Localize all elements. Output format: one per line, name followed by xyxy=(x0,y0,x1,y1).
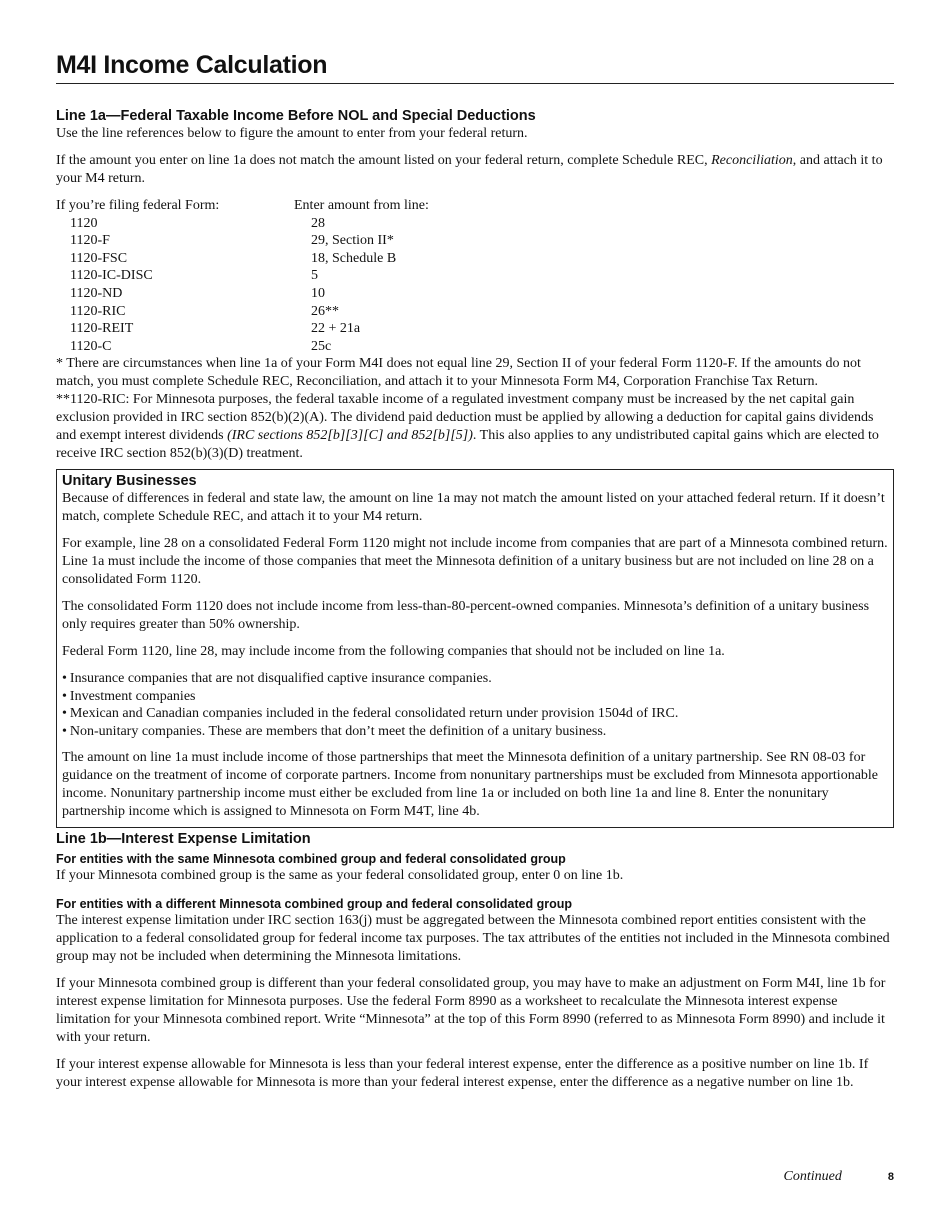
table-cell-line: 26** xyxy=(311,303,339,319)
line-1b-paragraph: If your interest expense allowable for Minnesota is less than your federal interest expense, enter the difference as a positive number on line 1b. If your interest expense allowable for Minnesota is more than your federal interest expense, enter the difference as a negative number on line 1b. xyxy=(56,1057,869,1091)
table-cell-form: 1120-FSC xyxy=(70,250,128,266)
unitary-paragraph: Federal Form 1120, line 28, may include income from the following companies that should not be included on line 1a. xyxy=(62,644,725,660)
footnote-1120f: * There are circumstances when line 1a of your Form M4I does not equal line 29, Section II of your federal Form 1120-F. If the amounts do not match, you must complete Schedule REC, Reconciliation, and attach it to your Minnesota Form M4, Corporation Franchise Tax Return. xyxy=(56,356,861,390)
list-item: • Mexican and Canadian companies included in the federal consolidated return under provision 1504d of IRC. xyxy=(62,705,888,723)
unitary-paragraph: For example, line 28 on a consolidated Federal Form 1120 might not include income from companies that are part of a Minnesota combined return. Line 1a must include the income of those companies that meet the Minnesota definition of a unitary business but are not included on line 28 on a consolidated Form 1120. xyxy=(62,536,888,588)
unitary-paragraph: Because of differences in federal and state law, the amount on line 1a may not match the amount listed on your attached federal return. If it doesn’t match, complete Schedule REC, and attach it to your M4 return. xyxy=(62,491,885,525)
table-cell-line: 22 + 21a xyxy=(311,321,361,337)
column-header-form: If you’re filing federal Form: xyxy=(56,198,220,213)
line-1a-intro: Use the line references below to figure the amount to enter from your federal return. xyxy=(56,126,528,141)
list-item: • Non-unitary companies. These are members that don’t meet the definition of a unitary business. xyxy=(62,723,888,741)
line-1b-paragraph: If your Minnesota combined group is the same as your federal consolidated group, enter 0 on line 1b. xyxy=(56,868,624,884)
table-row xyxy=(56,267,429,285)
table-cell-form: 1120-REIT xyxy=(70,321,134,337)
table-cell-form: 1120-ND xyxy=(70,285,123,301)
table-cell-line: 10 xyxy=(311,285,325,301)
form-line-table xyxy=(56,197,429,355)
table-cell-line: 28 xyxy=(311,215,325,231)
list-item: • Insurance companies that are not disqualified captive insurance companies. xyxy=(62,670,888,688)
line-1b-heading: Line 1b—Interest Expense Limitation xyxy=(56,831,311,848)
table-row xyxy=(56,232,429,250)
table-cell-form: 1120 xyxy=(70,215,98,231)
unitary-paragraph: The amount on line 1a must include income of those partnerships that meet the Minnesota definition of a unitary partnership. See RN 08-03 for guidance on the treatment of income of corporate partners. Income from nonunitary partnerships must be excluded from Minnesota apportionable income. Nonunitary partnership income must either be excluded from line 1a or included on both line 1a and line 8. Enter the nonunitary partnership income which is assigned to Minnesota on Form M4T, line 4b. xyxy=(62,750,879,820)
table-cell-form: 1120-RIC xyxy=(70,303,126,319)
page-title: M4I Income Calculation xyxy=(56,50,894,84)
table-cell-line: 25c xyxy=(311,338,332,354)
line-1a-heading: Line 1a—Federal Taxable Income Before NOL and Special Deductions xyxy=(56,108,536,124)
column-header-line: Enter amount from line: xyxy=(294,198,429,213)
page-footer xyxy=(784,1169,894,1185)
line-1b-subheading-same-group: For entities with the same Minnesota combined group and federal consolidated group xyxy=(56,852,566,867)
table-header-row xyxy=(56,197,429,215)
footnote-1120ric: **1120-RIC: For Minnesota purposes, the federal taxable income of a regulated investment company must be increased by the net capital gain exclusion provided in IRC section 852(b)(2)(A). The dividend paid deduction must be applied by allowing a deduction for capital gains dividends and exempt interest dividends (IRC sections 852[b][3][C] and 852[b][5]). This also applies to any undistributed capital gains which are elected to receive IRC section 852(b)(3)(D) treatment. xyxy=(56,392,879,462)
table-cell-line: 5 xyxy=(311,268,318,284)
continued-label: Continued xyxy=(783,1169,842,1184)
page-number: 8 xyxy=(887,1171,894,1183)
unitary-heading: Unitary Businesses xyxy=(62,473,197,490)
line-1b-paragraph: The interest expense limitation under IRC section 163(j) must be aggregated between the Minnesota combined report entities consistent with the application to a federal consolidated group for federal income tax purposes. The tax attributes of the entities not included in the Minnesota combined group may not be included when determining the Minnesota limitations. xyxy=(56,913,890,965)
unitary-paragraph: The consolidated Form 1120 does not include income from less-than-80-percent-owned companies. Minnesota’s definition of a unitary business only requires greater than 50% ownership. xyxy=(62,599,870,633)
table-cell-form: 1120-F xyxy=(70,233,110,249)
table-row xyxy=(56,250,429,268)
list-item: • Investment companies xyxy=(62,688,888,706)
line-1a-reconciliation-note: If the amount you enter on line 1a does not match the amount listed on your federal return, complete Schedule REC, Reconciliation, and attach it to your M4 return. xyxy=(56,153,883,186)
line-1b-subheading-different-group: For entities with a different Minnesota combined group and federal consolidated group xyxy=(56,897,573,912)
table-row xyxy=(56,320,429,338)
table-cell-line: 29, Section II* xyxy=(311,233,394,249)
table-row xyxy=(56,338,429,356)
table-row xyxy=(56,303,429,321)
section-line-1a xyxy=(56,108,894,463)
table-cell-form: 1120-C xyxy=(70,338,112,354)
table-cell-form: 1120-IC-DISC xyxy=(70,268,153,284)
table-row xyxy=(56,285,429,303)
table-cell-line: 18, Schedule B xyxy=(311,250,397,266)
page xyxy=(56,50,894,1092)
excluded-companies-list xyxy=(62,670,888,740)
table-row xyxy=(56,215,429,233)
line-1b-paragraph: If your Minnesota combined group is different than your federal consolidated group, you may have to make an adjustment on Form M4I, line 1b for interest expense limitation for Minnesota purposes. Use the federal Form 8990 as a worksheet to recalculate the Minnesota interest expense limitation for your Minnesota combined report. Write “Minnesota” at the top of this Form 8990 (referred to as Minnesota Form 8990) and include it with your return. xyxy=(56,976,886,1046)
unitary-businesses-box xyxy=(56,469,894,828)
section-line-1b xyxy=(56,831,894,1092)
